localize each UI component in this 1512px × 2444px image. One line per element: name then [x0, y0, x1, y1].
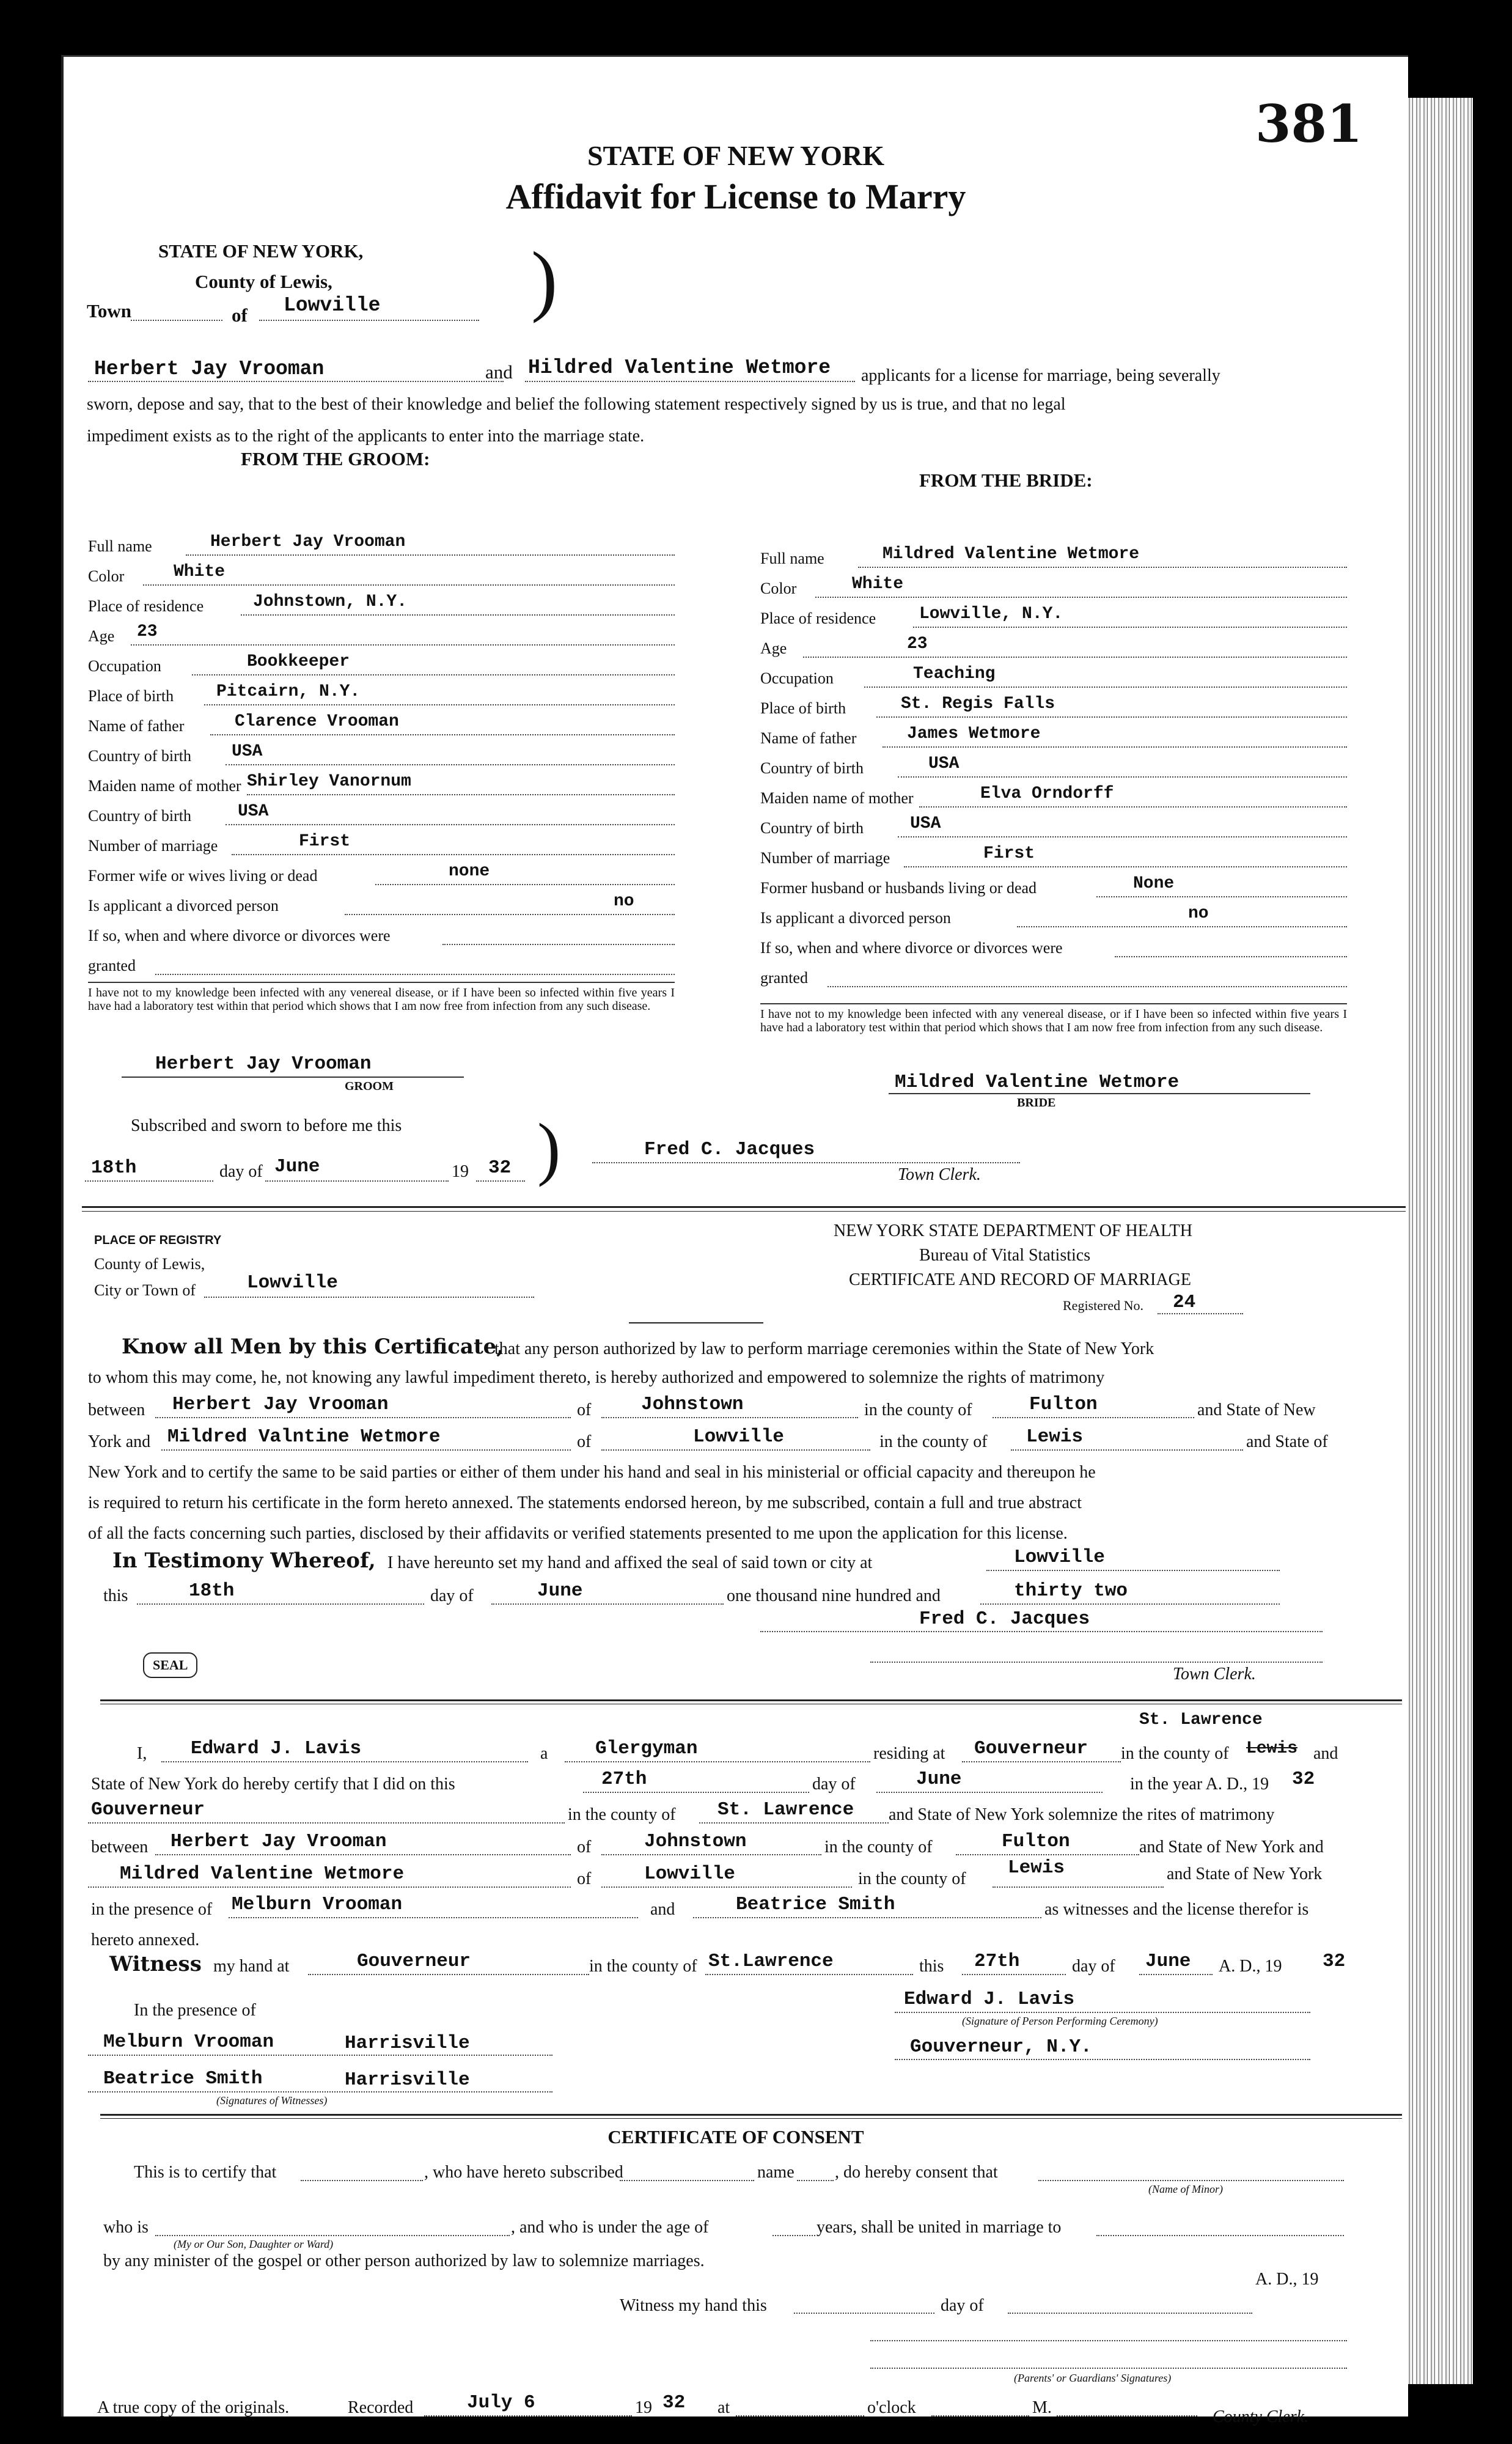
sworn-day: 18th: [91, 1157, 137, 1179]
applicants-text-3: impediment exists as to the right of the applicants to enter into the marriage state.: [87, 427, 645, 446]
officiant-year-text: in the year A. D., 19: [1130, 1775, 1269, 1794]
witness-lead: Witness: [109, 1952, 202, 1976]
officiant-title: Glergyman: [595, 1738, 698, 1759]
officiant-name: Edward J. Lavis: [191, 1738, 362, 1759]
venue-town-label: Town: [87, 300, 131, 322]
cert-bride-county: Lewis: [1026, 1426, 1084, 1448]
officiant-residing: residing at: [873, 1744, 945, 1763]
testimony-day-of: day of: [430, 1586, 474, 1605]
bride-field-value: White: [852, 575, 904, 594]
bride-field-label: Age: [760, 639, 787, 657]
witness-day-of: day of: [1072, 1957, 1115, 1976]
witness-hand-county: St.Lawrence: [708, 1951, 834, 1972]
consent-l2b: , and who is under the age of: [511, 2218, 709, 2237]
cert-of-2: of: [577, 1432, 592, 1451]
bride-field-label: Full name: [760, 550, 824, 567]
officiant-county-label-4: in the county of: [858, 1869, 966, 1888]
bride-field-value: None: [1133, 874, 1175, 893]
officiant-address: Gouverneur, N.Y.: [910, 2036, 1092, 2058]
officiant-groom-town: Johnstown: [644, 1831, 747, 1852]
testimony-this: this: [103, 1586, 128, 1605]
officiant-year: 32: [1292, 1769, 1315, 1790]
witness-this: this: [919, 1957, 944, 1976]
cert-county-label-1: in the county of: [864, 1401, 972, 1419]
cert-county-label-2: in the county of: [879, 1432, 988, 1451]
recorded-clerk-label: County Clerk.: [1213, 2407, 1309, 2426]
cert-p3: New York and to certify the same to be said parties or either of them under his hand and seal in his ministerial or official capacity and thereupon he: [88, 1463, 1096, 1482]
witness-sig-label: (Signatures of Witnesses): [216, 2094, 328, 2107]
bride-field-label: granted: [760, 969, 808, 987]
groom-field-label: Name of father: [88, 717, 185, 735]
officiant-county-label-2: in the county of: [568, 1805, 676, 1824]
consent-l3: by any minister of the gospel or other person authorized by law to solemnize marriages.: [103, 2251, 705, 2270]
bride-vd-statement: I have not to my knowledge been infected with any venereal disease, or if I have been so infected within five years I have had a laboratory test within that period which shows that I am now free from infection from any such disease.: [760, 1007, 1347, 1034]
applicant-bride-name: Hildred Valentine Wetmore: [528, 356, 831, 379]
officiant-witness-2: Beatrice Smith: [736, 1894, 895, 1915]
witness-hand-place: Gouverneur: [357, 1951, 471, 1972]
recorded-date: July 6: [467, 2392, 535, 2413]
officiant-groom: Herbert Jay Vrooman: [171, 1831, 387, 1852]
sworn-brace: ): [537, 1110, 561, 1187]
seal-stamp: SEAL: [143, 1652, 197, 1678]
testimony-year-words: thirty two: [1014, 1580, 1128, 1602]
witness-hand-month: June: [1145, 1951, 1191, 1972]
bride-field-label: If so, when and where divorce or divorces were: [760, 939, 1063, 957]
groom-field-label: Occupation: [88, 657, 161, 675]
bride-field-value: James Wetmore: [907, 724, 1041, 743]
consent-l1c: name: [757, 2163, 795, 2182]
cert-york-and: York and: [88, 1432, 151, 1451]
groom-field-label: Place of residence: [88, 597, 204, 615]
bride-field-value: St. Regis Falls: [901, 694, 1055, 713]
sworn-text: Subscribed and sworn to before me this: [131, 1116, 402, 1135]
groom-field-value: Bookkeeper: [247, 652, 350, 671]
venue-brace: ): [531, 236, 558, 324]
groom-field-value: no: [614, 892, 634, 911]
recorded-at: at: [717, 2398, 730, 2417]
officiant-solemnize: and State of New York solemnize the rites of matrimony: [889, 1805, 1275, 1824]
venue-state: STATE OF NEW YORK,: [158, 240, 364, 262]
page-number: 381: [1255, 94, 1363, 154]
groom-field-label: Full name: [88, 537, 152, 555]
bride-field-value: 23: [907, 635, 928, 653]
bride-signature: Mildred Valentine Wetmore: [895, 1072, 1180, 1093]
officiant-day: 27th: [601, 1769, 647, 1790]
cert-groom: Herbert Jay Vrooman: [172, 1394, 389, 1415]
officiant-and: and: [1313, 1744, 1338, 1763]
registry-cert-title: CERTIFICATE AND RECORD OF MARRIAGE: [849, 1270, 1191, 1289]
officiant-county-label: in the county of: [1121, 1744, 1229, 1763]
officiant-state-text: State of New York do hereby certify that I did on this: [91, 1775, 455, 1794]
venue-town-value: Lowville: [284, 294, 381, 317]
officiant-signature: Edward J. Lavis: [904, 1989, 1075, 2010]
consent-heading: CERTIFICATE OF CONSENT: [607, 2126, 864, 2148]
bride-field-value: Teaching: [913, 664, 996, 683]
consent-ad: A. D., 19: [1255, 2270, 1319, 2289]
venue-of-label: of: [232, 304, 248, 326]
consent-l1b: , who have hereto subscribed: [424, 2163, 623, 2182]
bride-field-label: Country of birth: [760, 819, 864, 837]
officiant-annexed: hereto annexed.: [91, 1931, 200, 1949]
witness-hand-day: 27th: [974, 1951, 1020, 1972]
consent-son-label: (My or Our Son, Daughter or Ward): [174, 2238, 334, 2250]
bride-field-value: First: [983, 844, 1035, 863]
officiant-of-1: of: [577, 1838, 592, 1857]
consent-l2a: who is: [103, 2218, 149, 2237]
groom-field-label: Country of birth: [88, 807, 191, 825]
bride-field-label: Place of residence: [760, 609, 876, 627]
groom-field-label: Place of birth: [88, 687, 174, 705]
witness-hand-year: 32: [1323, 1951, 1346, 1972]
cert-groom-town: Johnstown: [641, 1394, 744, 1415]
sworn-year-prefix: 19: [452, 1162, 469, 1181]
groom-field-label: Former wife or wives living or dead: [88, 867, 318, 885]
officiant-between: between: [91, 1838, 149, 1857]
document-page: [61, 55, 1408, 2426]
bride-field-value: Lowville, N.Y.: [919, 605, 1063, 624]
applicants-text-2: sworn, depose and say, that to the best of their knowledge and belief the following statement respectively signed by us is true, and that no legal: [87, 395, 1066, 414]
groom-field-value: Clarence Vrooman: [235, 712, 399, 731]
cert-between: between: [88, 1401, 145, 1419]
bride-field-label: Number of marriage: [760, 849, 890, 867]
cert-and-state: and State of: [1246, 1432, 1328, 1451]
groom-heading: FROM THE GROOM:: [241, 448, 430, 469]
bride-field-label: Maiden name of mother: [760, 789, 914, 807]
officiant-county: St. Lawrence: [717, 1799, 854, 1820]
consent-day-of: day of: [941, 2296, 984, 2315]
cert-of-1: of: [577, 1401, 592, 1419]
groom-field-label: granted: [88, 957, 136, 974]
registry-county: County of Lewis,: [94, 1255, 205, 1273]
testimony-text: I have hereunto set my hand and affixed the seal of said town or city at: [387, 1553, 873, 1572]
recorded-label: Recorded: [348, 2398, 414, 2417]
registry-city-label: City or Town of: [94, 1281, 196, 1299]
officiant-county-struck: Lewis: [1246, 1739, 1298, 1758]
recorded-text: A true copy of the originals.: [97, 2398, 290, 2417]
groom-field-value: First: [299, 832, 351, 851]
groom-signature: Herbert Jay Vrooman: [155, 1053, 372, 1075]
officiant-and-2: and: [650, 1900, 675, 1919]
recorded-oclock: o'clock: [867, 2398, 916, 2417]
witness-hand-at: my hand at: [213, 1957, 290, 1976]
testimony-thousand: one thousand nine hundred and: [727, 1586, 941, 1605]
cert-p1: that any person authorized by law to perform marriage ceremonies within the State of New York: [494, 1339, 1154, 1358]
officiant-bride-county: Lewis: [1008, 1857, 1065, 1879]
title-affidavit: Affidavit for License to Marry: [505, 177, 966, 216]
consent-parents-label: (Parents' or Guardians' Signatures): [1014, 2372, 1172, 2384]
consent-l1d: , do hereby consent that: [835, 2163, 998, 2182]
groom-field-label: Maiden name of mother: [88, 777, 241, 795]
groom-field-label: Age: [88, 627, 115, 645]
bride-field-value: no: [1188, 904, 1209, 923]
recorded-year: 32: [662, 2392, 686, 2413]
bride-field-label: Former husband or husbands living or dead: [760, 879, 1037, 897]
groom-sig-label: GROOM: [345, 1080, 394, 1093]
officiant-state-and: and State of New York and: [1139, 1838, 1324, 1857]
testimony-lead: In Testimony Whereof,: [112, 1548, 376, 1573]
groom-field-label: Is applicant a divorced person: [88, 897, 279, 915]
page-edge: [1406, 98, 1473, 2384]
groom-field-label: Color: [88, 567, 125, 585]
consent-l2c: years, shall be united in marriage to: [817, 2218, 1062, 2237]
registry-city-value: Lowville: [247, 1272, 338, 1294]
officiant-i: I,: [137, 1744, 147, 1763]
witness-1-name: Melburn Vrooman: [103, 2031, 274, 2053]
bride-field-label: Color: [760, 580, 797, 597]
officiant-residence: Gouverneur: [974, 1738, 1088, 1759]
groom-field-label: If so, when and where divorce or divorces were: [88, 927, 391, 944]
sworn-month: June: [274, 1156, 320, 1177]
bride-field-value: USA: [928, 754, 960, 773]
cert-p5: of all the facts concerning such parties, disclosed by their affidavits or verified statements presented to me upon the application for this license.: [88, 1524, 1068, 1543]
officiant-as-witnesses: as witnesses and the license therefor is: [1044, 1900, 1309, 1919]
testimony-clerk-sig: Fred C. Jacques: [919, 1608, 1090, 1630]
sworn-clerk-sig: Fred C. Jacques: [644, 1139, 815, 1160]
registry-bureau: Bureau of Vital Statistics: [919, 1246, 1091, 1265]
officiant-witness-1: Melburn Vrooman: [232, 1894, 403, 1915]
groom-field-value: Herbert Jay Vrooman: [210, 532, 406, 551]
groom-field-value: Johnstown, N.Y.: [253, 592, 408, 611]
groom-field-value: 23: [137, 622, 158, 641]
cert-bride-town: Lowville: [693, 1426, 784, 1448]
officiant-bride: Mildred Valentine Wetmore: [120, 1863, 405, 1885]
officiant-a: a: [540, 1744, 548, 1763]
bride-field-label: Is applicant a divorced person: [760, 909, 951, 927]
officiant-state-ny: and State of New York: [1167, 1864, 1323, 1883]
title-state: STATE OF NEW YORK: [587, 140, 885, 171]
witness-1-place: Harrisville: [345, 2033, 470, 2054]
registry-reg-label: Registered No.: [1063, 1298, 1143, 1313]
registry-reg-no: 24: [1173, 1292, 1196, 1313]
in-presence-label: In the presence of: [134, 2001, 256, 2020]
witness-2-name: Beatrice Smith: [103, 2068, 263, 2089]
recorded-year-prefix: 19: [635, 2398, 652, 2417]
cert-p2: to whom this may come, he, not knowing any lawful impediment thereto, is hereby authorized and empowered to solemnize the rights of matrimony: [88, 1368, 1105, 1387]
sworn-day-of: day of: [219, 1162, 263, 1181]
bride-field-label: Name of father: [760, 729, 857, 747]
officiant-sig-label: (Signature of Person Performing Ceremony): [962, 2015, 1158, 2027]
witness-county-label: in the county of: [589, 1957, 697, 1976]
consent-minor-label: (Name of Minor): [1148, 2183, 1223, 2195]
groom-field-label: Number of marriage: [88, 837, 218, 855]
cert-groom-county: Fulton: [1029, 1394, 1098, 1415]
cert-lead: Know all Men by this Certificate,: [122, 1334, 504, 1359]
groom-field-value: none: [449, 862, 490, 881]
cert-state-of-new: and State of New: [1197, 1401, 1316, 1419]
bride-field-label: Country of birth: [760, 759, 864, 777]
groom-vd-statement: I have not to my knowledge been infected with any venereal disease, or if I have been so infected within five years I have had a laboratory test within that period which shows that I am now free from infection from any such disease.: [88, 986, 675, 1013]
bride-field-value: Elva Orndorff: [980, 784, 1114, 803]
testimony-month: June: [537, 1580, 583, 1602]
bride-field-value: Mildred Valentine Wetmore: [883, 545, 1140, 564]
cert-bride: Mildred Valntine Wetmore: [167, 1426, 441, 1448]
groom-field-value: Pitcairn, N.Y.: [216, 682, 361, 701]
registry-dept: NEW YORK STATE DEPARTMENT OF HEALTH: [834, 1221, 1192, 1240]
officiant-groom-county: Fulton: [1002, 1831, 1070, 1852]
officiant-place: Gouverneur: [91, 1799, 205, 1820]
registry-heading: PLACE OF REGISTRY: [94, 1234, 222, 1247]
bride-heading: FROM THE BRIDE:: [919, 469, 1093, 491]
applicants-text-1: applicants for a license for marriage, being severally: [861, 366, 1220, 385]
bride-field-value: USA: [910, 814, 941, 833]
groom-field-label: Country of birth: [88, 747, 191, 765]
cert-p4: is required to return his certificate in the form hereto annexed. The statements endorsed hereon, by me subscribed, contain a full and true abstract: [88, 1493, 1082, 1512]
consent-witness: Witness my hand this: [620, 2296, 767, 2315]
bride-field-label: Place of birth: [760, 699, 846, 717]
sworn-clerk-label: Town Clerk.: [898, 1165, 981, 1184]
officiant-of-2: of: [577, 1869, 592, 1888]
officiant-county-label-3: in the county of: [824, 1838, 933, 1857]
applicant-groom-name: Herbert Jay Vrooman: [94, 358, 325, 380]
witness-2-place: Harrisville: [345, 2069, 470, 2091]
officiant-day-of: day of: [812, 1775, 856, 1794]
groom-field-value: USA: [232, 742, 263, 761]
bride-field-label: Occupation: [760, 669, 834, 687]
officiant-month: June: [916, 1769, 962, 1790]
testimony-day: 18th: [189, 1580, 235, 1602]
consent-l1a: This is to certify that: [134, 2163, 277, 2182]
officiant-bride-town: Lowville: [644, 1863, 735, 1885]
groom-field-value: Shirley Vanornum: [247, 772, 411, 791]
testimony-clerk-label: Town Clerk.: [1173, 1665, 1256, 1684]
witness-hand-ad: A. D., 19: [1219, 1957, 1282, 1976]
officiant-county-correction: St. Lawrence: [1139, 1710, 1263, 1729]
sworn-year: 32: [488, 1157, 512, 1179]
recorded-m: M.: [1032, 2398, 1052, 2417]
groom-field-value: White: [174, 562, 226, 581]
bride-sig-label: BRIDE: [1017, 1096, 1056, 1110]
applicant-and: and: [485, 361, 513, 383]
officiant-presence-label: in the presence of: [91, 1900, 213, 1919]
testimony-town: Lowville: [1014, 1547, 1105, 1568]
venue-county: County of Lewis,: [195, 271, 332, 292]
groom-field-value: USA: [238, 802, 269, 821]
